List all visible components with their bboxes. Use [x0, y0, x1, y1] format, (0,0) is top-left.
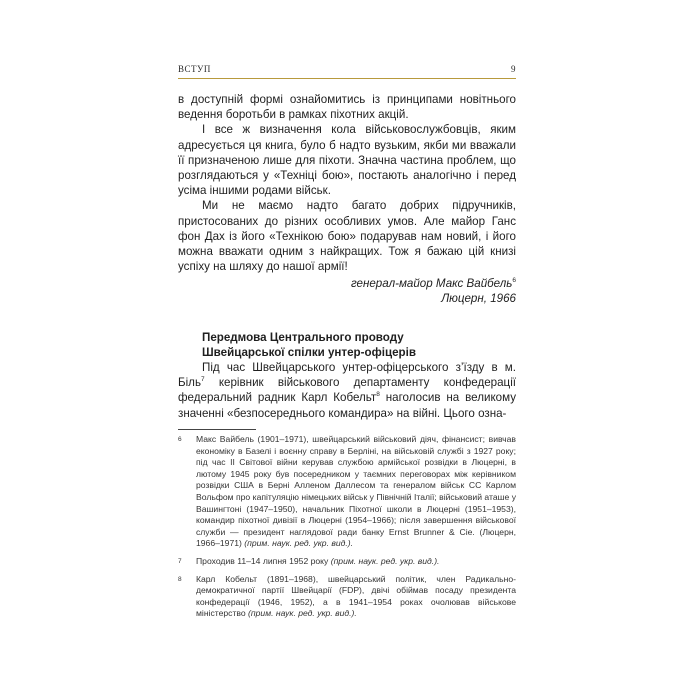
- footnote-editor-note: (прим. наук. ред. укр. вид.).: [330, 555, 440, 566]
- footnote-editor-note: (прим. наук. ред. укр. вид.).: [248, 608, 357, 619]
- signature-name: генерал-майор Макс Вайбель: [350, 277, 513, 290]
- section-heading-line: Передмова Центрального проводу: [202, 331, 404, 344]
- footnote-7: [178, 556, 516, 568]
- signature-place-date: Люцерн, 1966: [441, 292, 516, 306]
- footnote-6: [178, 434, 516, 550]
- header-rule: [178, 78, 516, 79]
- footnote-body: Проходив 11–14 липня 1952 року: [196, 555, 329, 566]
- signature-block: [351, 276, 516, 306]
- footnotes: [178, 434, 516, 626]
- page-number: 9: [511, 64, 516, 74]
- footnote-ref-7: 7: [201, 376, 205, 384]
- footnote-body: Макс Вайбель (1901–1971), швейцарський військовий діяч, фінансист; вивчав економіку в Базелі і воєнну справу в Берліні, на військовій службі з 1927 року; під час ІІ Світової війни керував службою армійської розвідки в Люцерні, в лютому 1945 року був посередником у таємних переговорах між керівником розвідки США в Берні Алленом Даллесом та генералом військ СС Карлом Вольфом про капітуляцію німецьких військ у Північній Італії; військовий аташе у Вашингтоні (1947–1950), начальник Піхотної школи в Люцерні (1951–1953), командир піхотної дивізії в Люцерні (1954–1966); після завершення військової служби — президент наглядової ради банку Ernst Brunner & Cie. (Люцерн, 1966–1971): [196, 434, 516, 549]
- footnote-number: 7: [178, 557, 182, 565]
- footnote-ref-6: 6: [512, 277, 516, 285]
- footnote-text: [196, 574, 516, 620]
- signature-name-line: [351, 276, 516, 291]
- footnote-text: [196, 434, 516, 550]
- section-heading: [202, 330, 516, 360]
- paragraph-text: керівник військового департаменту конфедерації федеральний радник Карл Кобельт: [178, 376, 516, 405]
- footnote-editor-note: (прим. наук. ред. укр. вид.).: [244, 538, 353, 549]
- paragraph: І все ж визначення кола військовослужбовців, яким адресується ця книга, було б надто вузьким, якби ми вважали її призначеною лише для піхоти. Значна частина проблем, що розглядаються у «Техніці бою», постають аналогічно і перед усіма іншими родами військ.: [178, 123, 516, 198]
- section-heading-line: Швейцарської спілки унтер-офіцерів: [202, 346, 416, 360]
- footnote-number: 8: [178, 575, 182, 583]
- footnote-rule: [178, 429, 256, 430]
- footnote-number: 6: [178, 436, 182, 443]
- paragraph-text: Під час Швейцарського унтер-офіцерського з’їзду в м. Біль: [178, 361, 516, 390]
- paragraph: Ми не маємо надто багато добрих підручників, пристосованих до різних особливих умов. Але майор Ганс фон Дах із його «Технікою бою» подарував нам новий, і його можна вважати одним з найкращих. Тож я бажаю цій книзі успіху на шляху до нашої армії!: [178, 199, 516, 274]
- paragraph: в доступній формі ознайомитись із принципами новітнього ведення боротьби в рамках піхотних акцій.: [178, 93, 516, 122]
- footnote-8: [178, 574, 516, 620]
- body-text-section2: [178, 360, 516, 421]
- paragraph: [178, 360, 516, 421]
- body-text-top: [178, 92, 516, 274]
- footnote-body: Карл Кобельт (1891–1968), швейцарський політик, член Радикально-демократичної партії Швейцарії (FDP), двічі обіймав посаду президента конфедерації (1946, 1952), а в 1941–1954 роках очолював військове міністерство: [196, 573, 516, 619]
- section-title: ВСТУП: [178, 64, 211, 74]
- footnote-ref-8: 8: [376, 391, 380, 399]
- paragraph-text: наголосив на великому значенні «безпосереднього командира» на війні. Цього озна-: [178, 391, 516, 420]
- running-head: [178, 64, 516, 74]
- footnote-text: [196, 556, 516, 568]
